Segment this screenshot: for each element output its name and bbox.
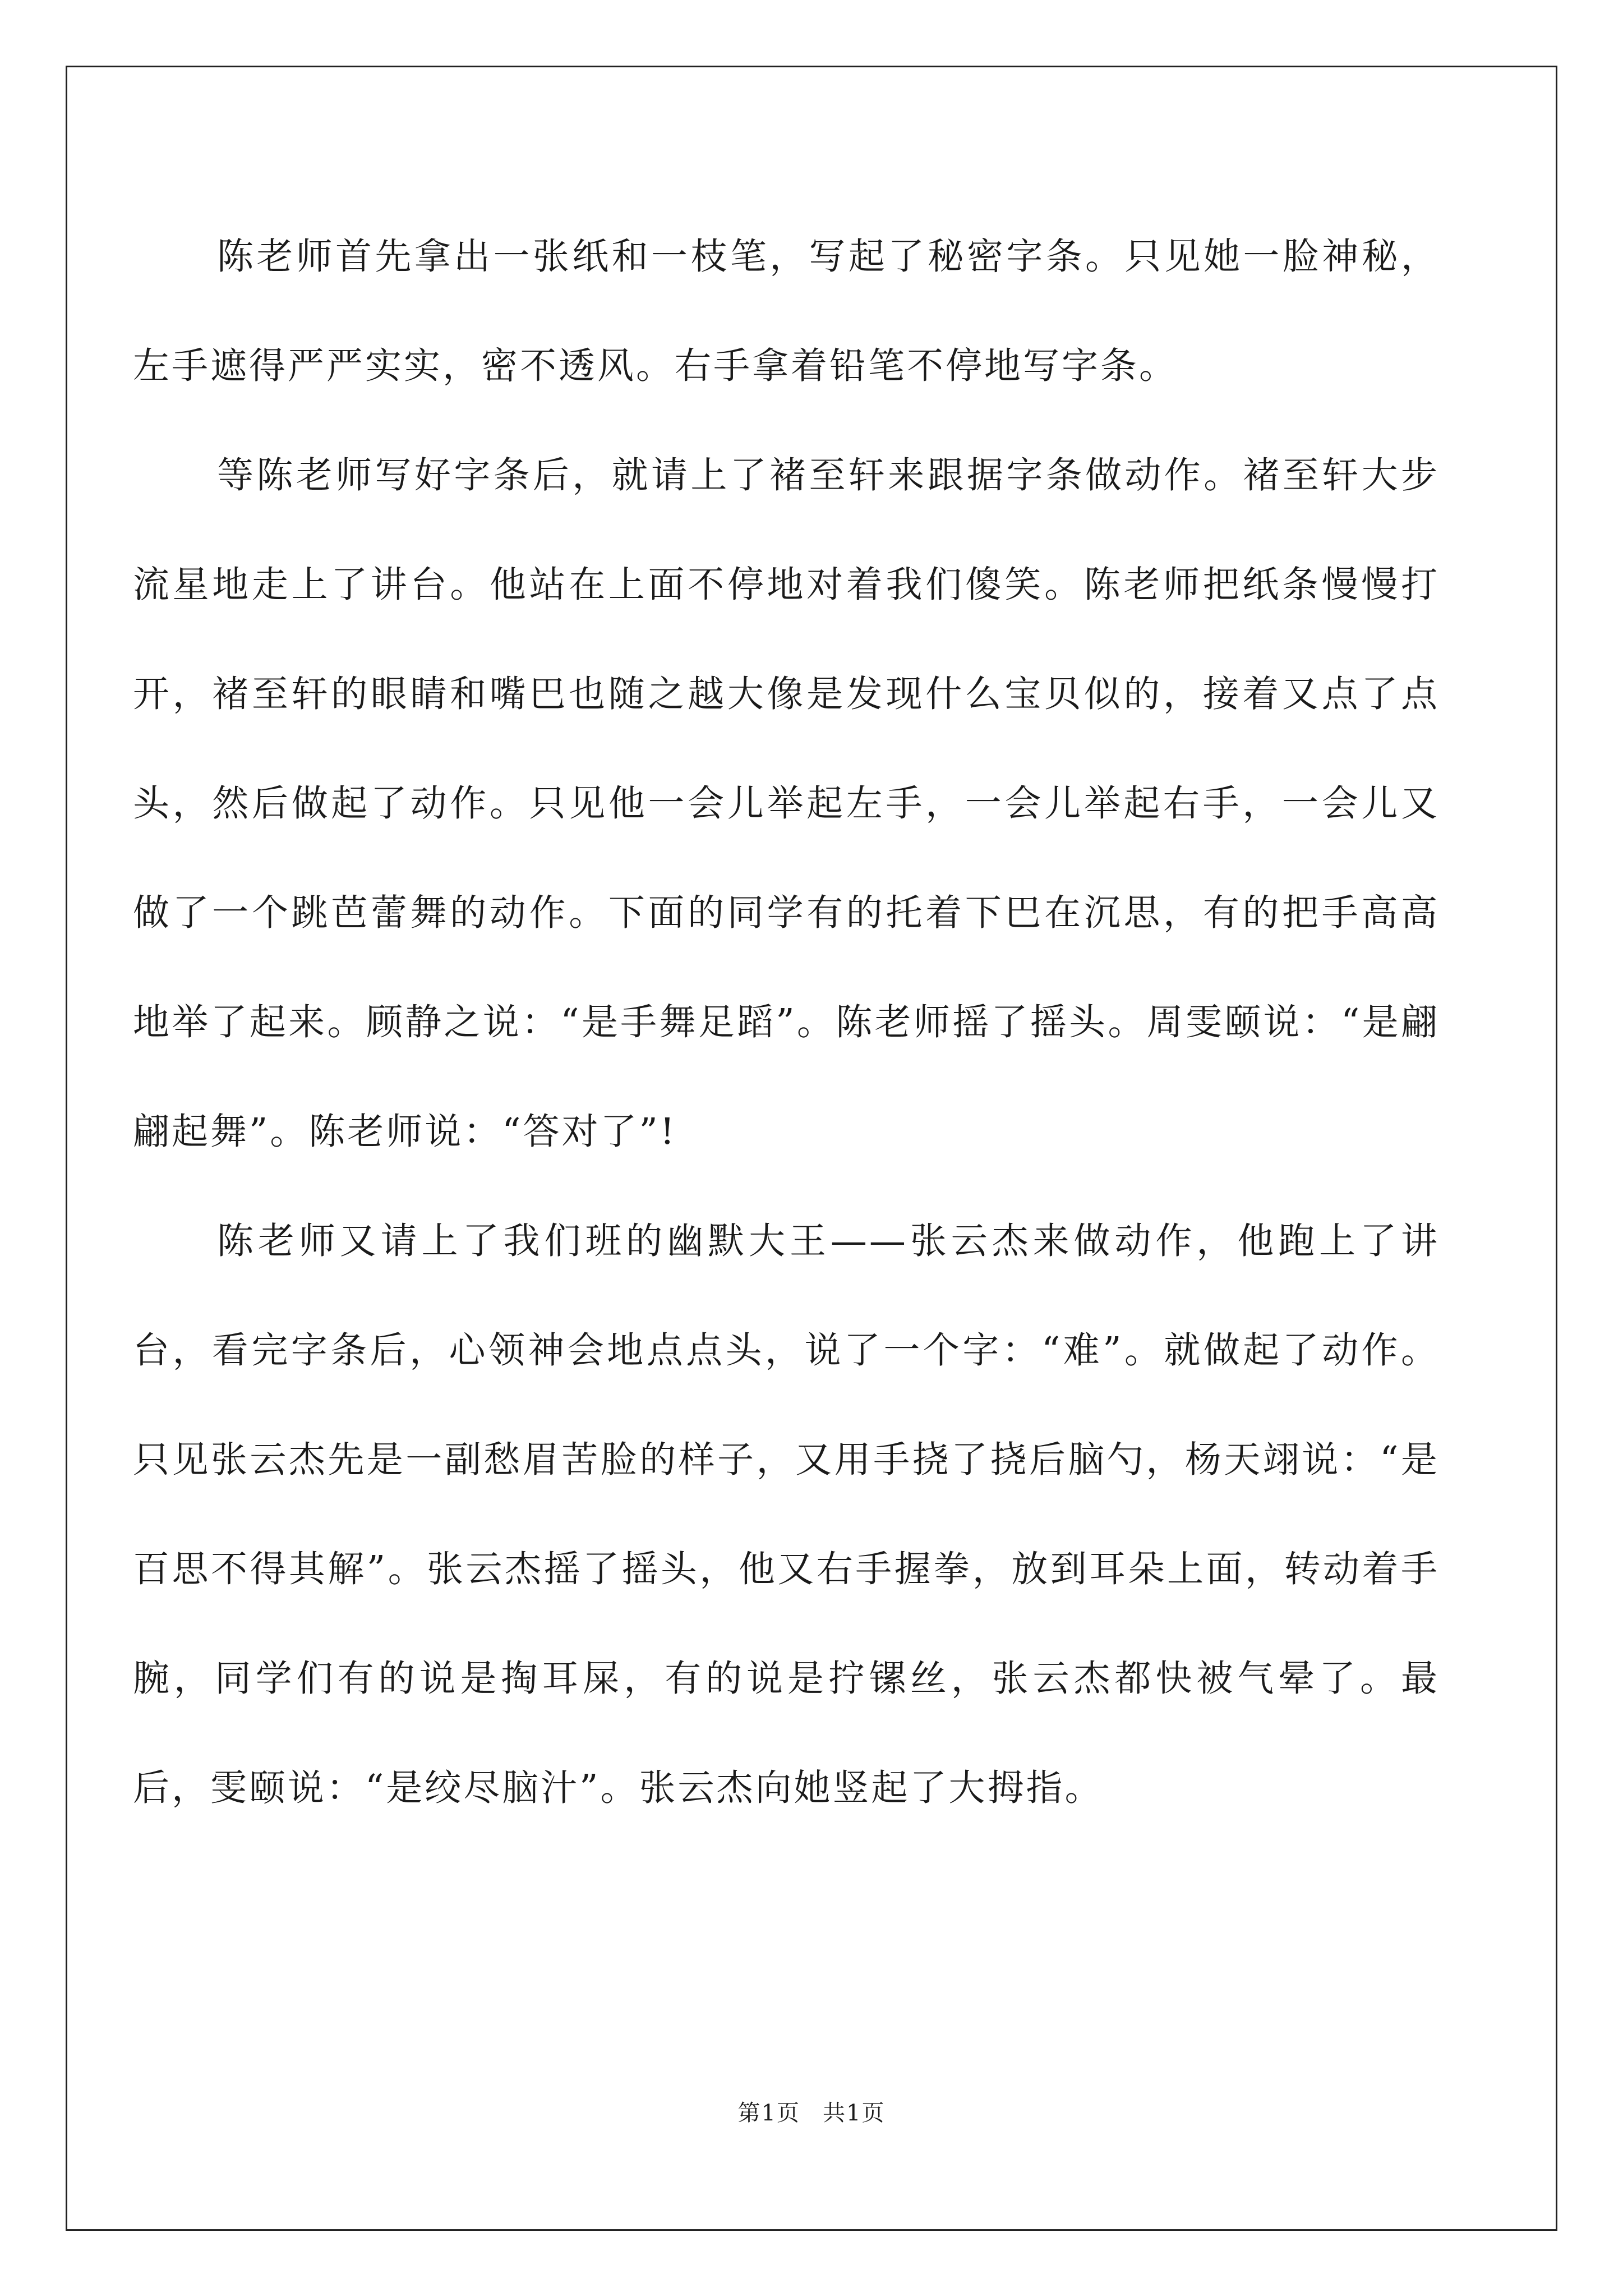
paragraph-3: 陈老师又请上了我们班的幽默大王——张云杰来做动作，他跑上了讲台，看完字条后，心领神会地点点头，说了一个字：“难”。就做起了动作。只见张云杰先是一副愁眉苦脸的样子，又用手挠了挠后脑勺，杨天翊说：“是百思不得其解”。张云杰摇了摇头，他又右手握拳，放到耳朵上面，转动着手腕，同学们有的说是掏耳屎，有的说是拧镙丝，张云杰都快被气晕了。最后，雯颐说：“是绞尽脑汁”。张云杰向她竖起了大拇指。 xyxy=(133,1220,1440,1809)
document-body xyxy=(133,202,1440,1843)
paragraph-1: 陈老师首先拿出一张纸和一枝笔，写起了秘密字条。只见她一脸神秘，左手遮得严严实实，密不透风。右手拿着铅笔不停地写字条。 xyxy=(133,236,1440,387)
page-number: 第1页 xyxy=(737,2100,800,2126)
page-total: 共1页 xyxy=(823,2100,886,2126)
paragraph-2: 等陈老师写好字条后，就请上了褚至轩来跟据字条做动作。褚至轩大步流星地走上了讲台。他站在上面不停地对着我们傻笑。陈老师把纸条慢慢打开，褚至轩的眼睛和嘴巴也随之越大像是发现什么宝贝似的，接着又点了点头，然后做起了动作。只见他一会儿举起左手，一会儿举起右手，一会儿又做了一个跳芭蕾舞的动作。下面的同学有的托着下巴在沉思，有的把手高高地举了起来。顾静之说：“是手舞足蹈”。陈老师摇了摇头。周雯颐说：“是翩翩起舞”。陈老师说：“答对了”! xyxy=(133,454,1440,1153)
page-footer xyxy=(0,2095,1623,2127)
